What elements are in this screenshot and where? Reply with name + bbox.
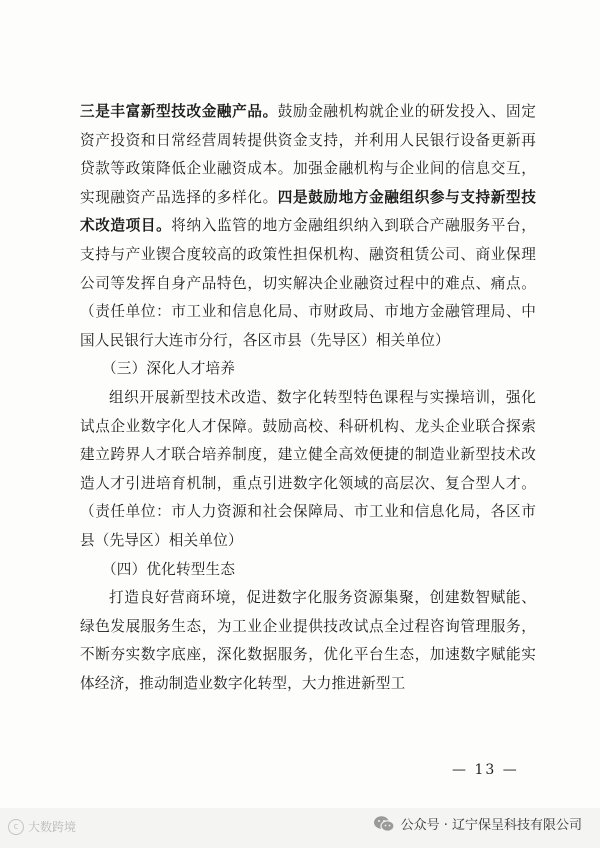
bold-lead-3: 三是丰富新型技改金融产品。 bbox=[80, 103, 278, 120]
wechat-icon bbox=[373, 815, 395, 833]
section-body-4: 打造良好营商环境，促进数字化服务资源集聚，创建数智赋能、绿色发展服务生态，为工业企业提供技改试点全过程咨询管理服务，不断夯实数字底座，深化数据服务，优化平台生态，加速数字赋能实体经济，推动制造业数字化转型，大力推进新型工 bbox=[80, 589, 536, 692]
section-heading-4: （四）优化转型生态 bbox=[102, 560, 236, 578]
account-label[interactable] bbox=[373, 814, 582, 833]
watermark-left bbox=[8, 818, 76, 835]
logo-icon: c bbox=[8, 819, 24, 835]
page-number: — 13 — bbox=[452, 762, 519, 778]
paragraph-text: 将纳入监管的地方金融组织纳入到联合产融服务平台，支持与产业锲合度较高的政策性担保机构、融资租赁公司、商业保理公司等发挥自身产品特色，切实解决企业融资过程中的难点、痛点。（责任单位：市工业和信息化局、市财政局、市地方金融管理局、中国人民银行大连市分行，各区市县（先导区）相关单位） bbox=[80, 217, 537, 349]
document-body bbox=[80, 98, 536, 698]
section-heading-3: （三）深化人才培养 bbox=[102, 360, 236, 378]
watermark-text: 大数跨境 bbox=[28, 820, 77, 834]
paragraph-text: 鼓励金融机构就企业的研发投入、固定资产投资和日常经营周转提供资金支持，并利用人民银行设备更新再贷款等政策降低企业融资成本。加强金融机构与企业间的信息交互，实现融资产品选择的多样化。 bbox=[80, 103, 536, 206]
account-name: 公众号 · 辽宁保呈科技有限公司 bbox=[400, 818, 582, 833]
paragraph-financial-products bbox=[80, 98, 536, 355]
bold-lead-4: 四是鼓励地方金融组织参与支持新型技术改造项目。 bbox=[80, 188, 536, 235]
section-body-3: 组织开展新型技术改造、数字化转型特色课程与实操培训，强化试点企业数字化人才保障。鼓励高校、科研机构、龙头企业联合探索建立跨界人才联合培养制度，建立健全高效便捷的制造业新型技术改造人才引进培育机制，重点引进数字化领域的高层次、复合型人才。（责任单位：市人力资源和社会保障局、市工业和信息化局，各区市县（先导区）相关单位） bbox=[80, 388, 536, 549]
